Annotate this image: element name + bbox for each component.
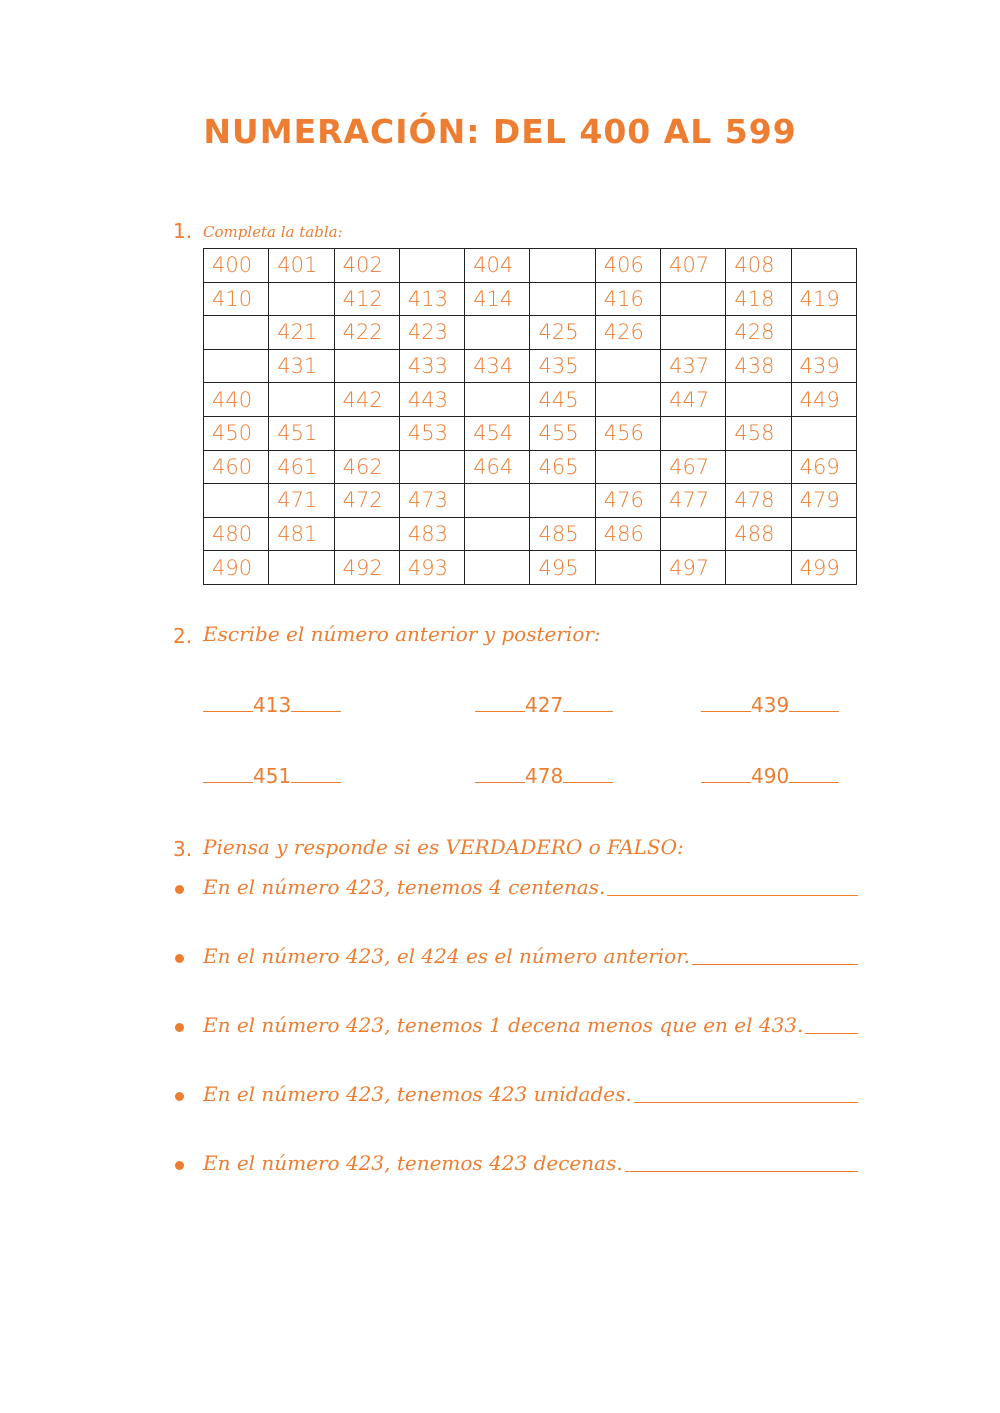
grid-cell: 478 (726, 484, 791, 518)
before-after-item[interactable] (701, 693, 839, 717)
grid-cell: 402 (334, 249, 399, 283)
grid-cell-blank[interactable] (334, 517, 399, 551)
grid-cell: 451 (269, 416, 334, 450)
true-false-item (175, 1079, 858, 1109)
true-false-item (175, 1010, 858, 1040)
grid-cell: 476 (595, 484, 660, 518)
before-after-item[interactable] (475, 764, 613, 788)
grid-cell-blank[interactable] (465, 551, 530, 585)
grid-cell: 472 (334, 484, 399, 518)
grid-cell: 458 (726, 416, 791, 450)
grid-row (204, 249, 857, 283)
true-false-item (175, 872, 858, 902)
before-after-item[interactable] (475, 693, 613, 717)
answer-line[interactable] (634, 1101, 858, 1103)
grid-cell: 431 (269, 349, 334, 383)
true-false-item (175, 1148, 858, 1178)
blank-before[interactable] (475, 710, 525, 712)
grid-cell: 414 (465, 282, 530, 316)
grid-cell: 471 (269, 484, 334, 518)
blank-before[interactable] (203, 781, 253, 783)
grid-cell: 486 (595, 517, 660, 551)
grid-cell-blank[interactable] (661, 517, 726, 551)
grid-cell-blank[interactable] (791, 249, 856, 283)
grid-cell: 442 (334, 383, 399, 417)
before-after-number: 451 (253, 764, 292, 788)
blank-before[interactable] (475, 781, 525, 783)
grid-row (204, 484, 857, 518)
grid-cell: 497 (661, 551, 726, 585)
grid-cell: 407 (661, 249, 726, 283)
before-after-number: 439 (751, 693, 790, 717)
grid-cell: 445 (530, 383, 595, 417)
section-2-number: 2. (173, 624, 193, 648)
grid-cell-blank[interactable] (530, 249, 595, 283)
grid-cell: 464 (465, 450, 530, 484)
grid-cell: 462 (334, 450, 399, 484)
grid-cell-blank[interactable] (465, 517, 530, 551)
grid-cell: 477 (661, 484, 726, 518)
grid-cell: 439 (791, 349, 856, 383)
grid-cell-blank[interactable] (204, 349, 269, 383)
true-false-item (175, 941, 858, 971)
grid-cell-blank[interactable] (791, 416, 856, 450)
grid-cell: 480 (204, 517, 269, 551)
section-2-instruction: Escribe el número anterior y posterior: (203, 622, 601, 646)
bullet-icon (175, 1023, 184, 1032)
grid-cell: 437 (661, 349, 726, 383)
grid-cell-blank[interactable] (726, 383, 791, 417)
grid-cell-blank[interactable] (204, 316, 269, 350)
grid-cell-blank[interactable] (530, 484, 595, 518)
grid-cell: 422 (334, 316, 399, 350)
grid-row (204, 416, 857, 450)
statement-text: En el número 423, tenemos 423 unidades. (203, 1082, 632, 1106)
before-after-number: 413 (253, 693, 292, 717)
blank-after[interactable] (291, 781, 341, 783)
statement-text: En el número 423, tenemos 423 decenas. (203, 1151, 623, 1175)
grid-cell: 401 (269, 249, 334, 283)
grid-row (204, 450, 857, 484)
grid-cell: 438 (726, 349, 791, 383)
grid-cell: 440 (204, 383, 269, 417)
grid-cell: 469 (791, 450, 856, 484)
grid-cell: 481 (269, 517, 334, 551)
grid-cell-blank[interactable] (204, 484, 269, 518)
grid-cell: 453 (399, 416, 464, 450)
grid-cell: 410 (204, 282, 269, 316)
statement-text: En el número 423, el 424 es el número anterior. (203, 944, 690, 968)
grid-cell-blank[interactable] (595, 383, 660, 417)
before-after-item[interactable] (701, 764, 839, 788)
grid-cell: 467 (661, 450, 726, 484)
section-3-number: 3. (173, 837, 193, 861)
grid-cell: 488 (726, 517, 791, 551)
bullet-icon (175, 1161, 184, 1170)
answer-line[interactable] (607, 894, 858, 896)
grid-cell: 443 (399, 383, 464, 417)
grid-cell: 419 (791, 282, 856, 316)
before-after-number: 427 (525, 693, 564, 717)
grid-cell: 492 (334, 551, 399, 585)
grid-cell: 433 (399, 349, 464, 383)
answer-line[interactable] (692, 963, 858, 965)
grid-cell: 455 (530, 416, 595, 450)
grid-cell: 406 (595, 249, 660, 283)
grid-cell-blank[interactable] (595, 450, 660, 484)
blank-before[interactable] (701, 781, 751, 783)
grid-cell-blank[interactable] (465, 316, 530, 350)
section-3-instruction: Piensa y responde si es VERDADERO o FALSO: (203, 835, 684, 859)
blank-after[interactable] (563, 710, 613, 712)
grid-row (204, 383, 857, 417)
grid-cell-blank[interactable] (465, 484, 530, 518)
statement-text: En el número 423, tenemos 1 decena menos que en el 433. (203, 1013, 804, 1037)
grid-cell-blank[interactable] (334, 349, 399, 383)
blank-before[interactable] (701, 710, 751, 712)
grid-cell: 460 (204, 450, 269, 484)
bullet-icon (175, 1092, 184, 1101)
grid-cell: 461 (269, 450, 334, 484)
grid-cell-blank[interactable] (399, 249, 464, 283)
grid-cell-blank[interactable] (595, 349, 660, 383)
blank-after[interactable] (789, 710, 839, 712)
bullet-icon (175, 954, 184, 963)
grid-cell-blank[interactable] (465, 383, 530, 417)
grid-cell-blank[interactable] (334, 416, 399, 450)
grid-cell: 412 (334, 282, 399, 316)
grid-row (204, 282, 857, 316)
grid-cell-blank[interactable] (726, 450, 791, 484)
grid-cell: 450 (204, 416, 269, 450)
grid-cell-blank[interactable] (269, 551, 334, 585)
grid-cell: 454 (465, 416, 530, 450)
grid-row (204, 517, 857, 551)
before-after-item[interactable] (203, 764, 341, 788)
grid-cell: 416 (595, 282, 660, 316)
grid-row (204, 349, 857, 383)
blank-before[interactable] (203, 710, 253, 712)
section-1-number: 1. (173, 219, 193, 243)
section-1-instruction: Completa la tabla: (203, 223, 343, 241)
grid-cell-blank[interactable] (661, 416, 726, 450)
grid-cell: 435 (530, 349, 595, 383)
grid-cell: 426 (595, 316, 660, 350)
grid-cell-blank[interactable] (595, 551, 660, 585)
grid-cell: 447 (661, 383, 726, 417)
before-after-item[interactable] (203, 693, 341, 717)
grid-cell: 490 (204, 551, 269, 585)
grid-cell: 449 (791, 383, 856, 417)
grid-cell: 473 (399, 484, 464, 518)
grid-cell: 456 (595, 416, 660, 450)
grid-cell-blank[interactable] (399, 450, 464, 484)
grid-cell: 400 (204, 249, 269, 283)
blank-after[interactable] (563, 781, 613, 783)
grid-cell: 479 (791, 484, 856, 518)
grid-cell: 483 (399, 517, 464, 551)
grid-cell-blank[interactable] (269, 383, 334, 417)
grid-cell: 493 (399, 551, 464, 585)
number-grid (203, 248, 857, 585)
grid-cell-blank[interactable] (530, 282, 595, 316)
grid-cell: 408 (726, 249, 791, 283)
grid-cell: 485 (530, 517, 595, 551)
blank-after[interactable] (291, 710, 341, 712)
before-after-number: 490 (751, 764, 790, 788)
grid-cell: 428 (726, 316, 791, 350)
answer-line[interactable] (805, 1032, 858, 1034)
grid-cell: 425 (530, 316, 595, 350)
statement-text: En el número 423, tenemos 4 centenas. (203, 875, 606, 899)
grid-cell-blank[interactable] (791, 517, 856, 551)
before-after-number: 478 (525, 764, 564, 788)
grid-cell: 413 (399, 282, 464, 316)
answer-line[interactable] (625, 1170, 858, 1172)
grid-cell: 499 (791, 551, 856, 585)
grid-cell-blank[interactable] (661, 316, 726, 350)
grid-cell: 495 (530, 551, 595, 585)
grid-cell: 404 (465, 249, 530, 283)
grid-cell: 418 (726, 282, 791, 316)
grid-cell-blank[interactable] (269, 282, 334, 316)
page-title: NUMERACIÓN: DEL 400 AL 599 (203, 112, 797, 151)
blank-after[interactable] (789, 781, 839, 783)
grid-cell: 465 (530, 450, 595, 484)
grid-cell-blank[interactable] (726, 551, 791, 585)
grid-cell: 434 (465, 349, 530, 383)
grid-cell: 423 (399, 316, 464, 350)
grid-row (204, 551, 857, 585)
grid-cell-blank[interactable] (661, 282, 726, 316)
grid-cell: 421 (269, 316, 334, 350)
bullet-icon (175, 885, 184, 894)
grid-row (204, 316, 857, 350)
grid-cell-blank[interactable] (791, 316, 856, 350)
